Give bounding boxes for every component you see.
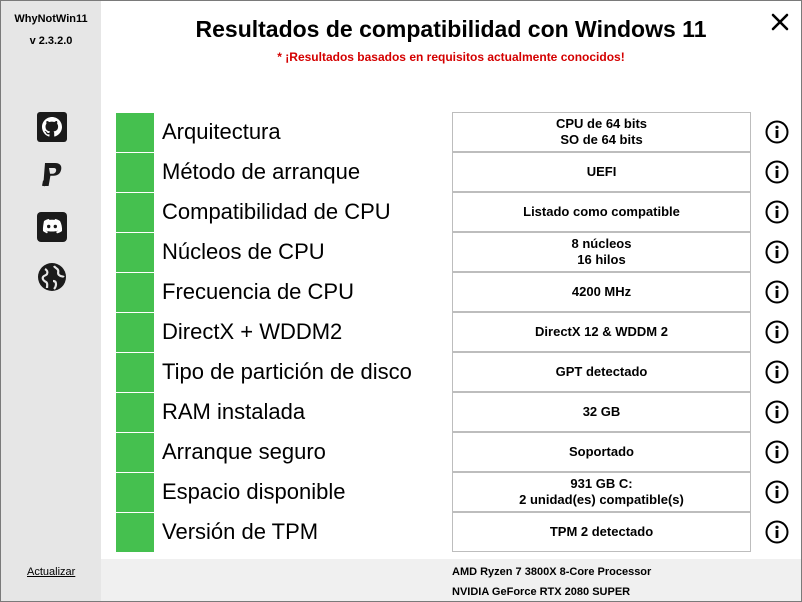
result-text: CPU de 64 bits SO de 64 bits xyxy=(555,116,648,147)
info-icon[interactable] xyxy=(765,400,789,424)
status-indicator xyxy=(115,432,155,473)
check-label: RAM instalada xyxy=(162,399,306,424)
page-title: Resultados de compatibilidad con Windows 11 xyxy=(195,16,707,42)
result-text: GPT detectado xyxy=(555,364,648,379)
result-box xyxy=(452,152,751,192)
result-text: 931 GB C: 2 unidad(es) compatible(s) xyxy=(519,476,684,507)
result-text: 8 núcleos 16 hilos xyxy=(571,236,632,267)
check-label: Arranque seguro xyxy=(162,439,326,464)
status-indicator xyxy=(115,192,155,233)
checks-list xyxy=(1,1,801,601)
check-row-tpm xyxy=(115,512,795,552)
cpu-name: AMD Ryzen 7 3800X 8-Core Processor xyxy=(452,566,652,578)
result-box xyxy=(452,272,751,312)
check-row-directx xyxy=(115,312,795,352)
status-indicator xyxy=(115,472,155,513)
check-label: DirectX + WDDM2 xyxy=(162,319,343,344)
result-box xyxy=(452,512,751,552)
result-text: DirectX 12 & WDDM 2 xyxy=(535,324,668,339)
footer xyxy=(101,559,801,601)
gpu-name: NVIDIA GeForce RTX 2080 SUPER xyxy=(452,586,631,598)
update-link[interactable]: Actualizar xyxy=(27,566,76,578)
result-box xyxy=(452,352,751,392)
app-name: WhyNotWin11 xyxy=(14,13,88,25)
info-icon[interactable] xyxy=(765,240,789,264)
check-label: Frecuencia de CPU xyxy=(162,279,354,304)
status-indicator xyxy=(115,112,155,153)
status-indicator xyxy=(115,312,155,353)
status-indicator xyxy=(115,392,155,433)
result-box xyxy=(452,472,751,512)
info-icon[interactable] xyxy=(765,280,789,304)
result-text: Soportado xyxy=(569,444,634,459)
status-indicator xyxy=(115,272,155,313)
app-version: v 2.3.2.0 xyxy=(29,35,73,47)
result-box xyxy=(452,312,751,352)
result-text: TPM 2 detectado xyxy=(549,524,654,539)
status-indicator xyxy=(115,232,155,273)
status-indicator xyxy=(115,352,155,393)
result-text: Listado como compatible xyxy=(523,204,680,219)
result-box xyxy=(452,392,751,432)
check-label: Espacio disponible xyxy=(162,479,346,504)
info-icon[interactable] xyxy=(765,160,789,184)
info-icon[interactable] xyxy=(765,320,789,344)
result-text: 4200 MHz xyxy=(571,284,632,299)
check-label: Método de arranque xyxy=(162,159,361,184)
check-row-boot-method xyxy=(115,152,795,192)
check-label: Arquitectura xyxy=(162,119,281,144)
info-icon[interactable] xyxy=(765,200,789,224)
info-icon[interactable] xyxy=(765,520,789,544)
status-indicator xyxy=(115,512,155,553)
check-row-ram xyxy=(115,392,795,432)
result-box xyxy=(452,232,751,272)
info-icon[interactable] xyxy=(765,480,789,504)
check-row-secure-boot xyxy=(115,432,795,472)
check-label: Núcleos de CPU xyxy=(162,239,325,264)
result-text: 32 GB xyxy=(582,404,621,419)
check-label: Tipo de partición de disco xyxy=(162,359,412,384)
check-row-architecture xyxy=(115,112,795,152)
result-box xyxy=(452,192,751,232)
result-box xyxy=(452,432,751,472)
check-label: Versión de TPM xyxy=(162,519,319,544)
check-row-partition-type xyxy=(115,352,795,392)
info-icon[interactable] xyxy=(765,120,789,144)
check-row-cpu-cores xyxy=(115,232,795,272)
info-icon[interactable] xyxy=(765,440,789,464)
status-indicator xyxy=(115,152,155,193)
result-box xyxy=(452,112,751,152)
info-icon[interactable] xyxy=(765,360,789,384)
check-label: Compatibilidad de CPU xyxy=(162,199,391,224)
result-text: UEFI xyxy=(586,164,617,179)
disclaimer-text: * ¡Resultados basados en requisitos actualmente conocidos! xyxy=(277,50,625,64)
check-row-storage xyxy=(115,472,795,512)
check-row-cpu-frequency xyxy=(115,272,795,312)
check-row-cpu-compatibility xyxy=(115,192,795,232)
